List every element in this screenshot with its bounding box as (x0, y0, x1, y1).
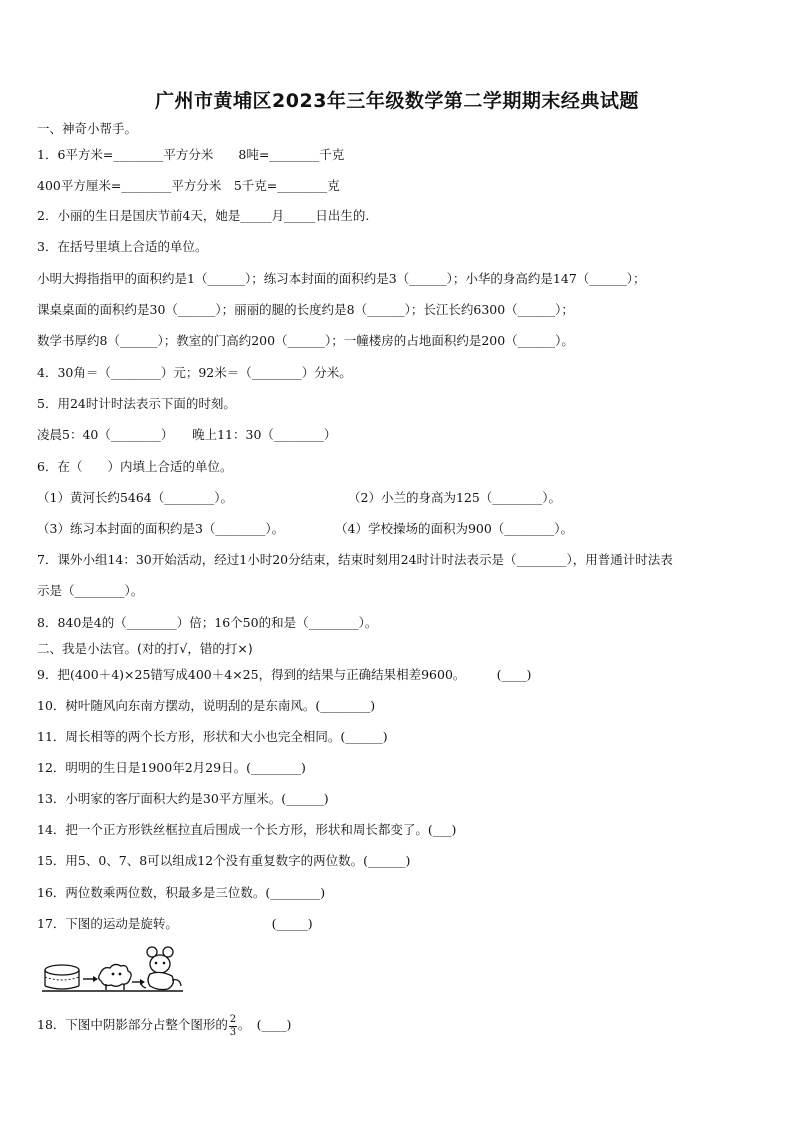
question-1-line-1: 1．6平方米=________平方分米 8吨=________千克 (37, 147, 345, 162)
question-1-line-2: 400平方厘米=________平方分米 5千克=________克 (37, 178, 340, 193)
question-3-line-1: 小明大拇指指甲的面积约是1（______）；练习本封面的面积约是3（______）；小华的身高约是147（______）； (37, 271, 646, 286)
fraction-numerator: 2 (229, 1014, 237, 1025)
sheep-figure (99, 964, 131, 990)
question-12: 12．明明的生日是1900年2月29日。(________) (37, 760, 306, 775)
question-18-text: 18．下图中阴影部分占整个图形的 (37, 1016, 228, 1032)
question-3-stem: 3．在括号里填上合适的单位。 (37, 239, 208, 254)
question-6-part-1: （1）黄河长约5464（________）。 (37, 490, 234, 505)
question-3-line-2: 课桌桌面的面积约是30（______）；丽丽的腿的长度约是8（______）；长江长约6300（______）； (37, 302, 574, 317)
fraction-denominator: 3 (229, 1027, 237, 1038)
question-8: 8．840是4的（________）倍；16个50的和是（________）。 (37, 615, 378, 630)
question-6-stem: 6．在（ ）内填上合适的单位。 (37, 459, 233, 474)
mouse-figure (142, 947, 182, 990)
question-18 (37, 1013, 291, 1036)
question-6-part-4: （4）学校操场的面积为900（________）。 (335, 521, 574, 536)
question-7-line-2: 示是（________）。 (37, 583, 144, 598)
question-7-line-1: 7．课外小组14：30开始活动，经过1小时20分结束，结束时刻用24时计时法表示是（________），用普通计时法表 (37, 552, 673, 567)
section-1-heading: 一、神奇小帮手。 (37, 121, 138, 136)
question-17: 17．下图的运动是旋转。 (_____) (37, 916, 313, 931)
page-title: 广州市黄埔区2023年三年级数学第二学期期末经典试题 (155, 90, 639, 112)
arrow-icon (132, 979, 145, 985)
question-3-line-3: 数学书厚约8（______）；教室的门高约200（______）；一幢楼房的占地面积约是200（______）。 (37, 333, 574, 348)
question-15: 15．用5、0、7、8可以组成12个没有重复数字的两位数。(______) (37, 853, 411, 868)
question-6-part-2: （2）小兰的身高为125（________）。 (348, 490, 562, 505)
question-10: 10．树叶随风向东南方摆动，说明刮的是东南风。(________) (37, 698, 376, 713)
question-5-line-1: 凌晨5：40（________） 晚上11：30（________） (37, 427, 337, 442)
question-4: 4．30角＝（________）元；92米＝（________）分米。 (37, 365, 352, 380)
drum-figure (45, 965, 79, 989)
question-13: 13．小明家的客厅面积大约是30平方厘米。(______) (37, 791, 329, 806)
question-16: 16．两位数乘两位数，积最多是三位数。(________) (37, 885, 326, 900)
question-9: 9．把(400＋4)×25错写成400＋4×25，得到的结果与正确结果相差9600。 (____) (37, 667, 532, 682)
fraction-two-thirds (229, 1015, 237, 1038)
question-5-stem: 5．用24时计时法表示下面的时刻。 (37, 396, 236, 411)
question-18-answer-blank: 。 (____) (237, 1016, 292, 1032)
rotation-illustration (40, 944, 185, 994)
arrow-icon (83, 976, 98, 982)
question-6-part-3: （3）练习本封面的面积约是3（________）。 (37, 521, 285, 536)
question-14: 14．把一个正方形铁丝框拉直后围成一个长方形，形状和周长都变了。(___) (37, 822, 457, 837)
question-11: 11．周长相等的两个长方形，形状和大小也完全相同。(______) (37, 729, 388, 744)
section-2-heading: 二、我是小法官。(对的打√，错的打×) (37, 641, 253, 656)
question-2: 2．小丽的生日是国庆节前4天，她是_____月_____日出生的. (37, 208, 370, 223)
